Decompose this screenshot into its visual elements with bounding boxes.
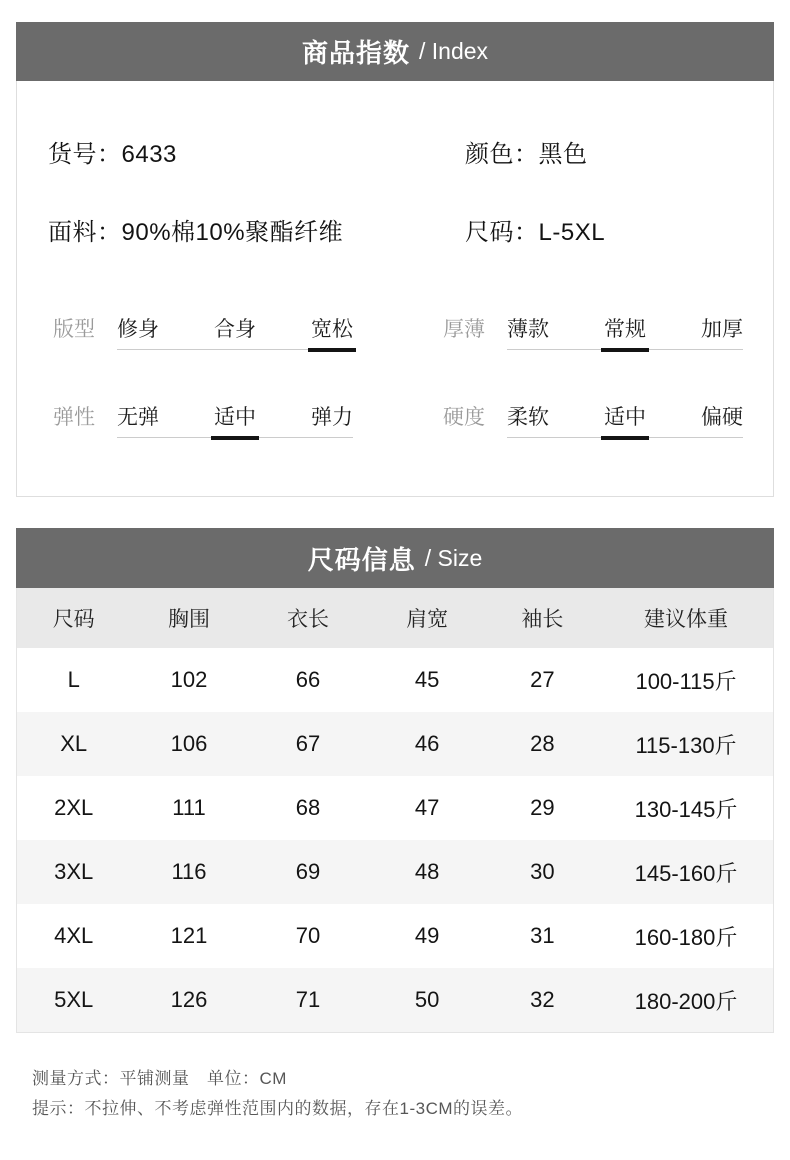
attribute-group	[443, 319, 743, 350]
attribute-option: 偏硬	[701, 406, 743, 429]
attribute-option-selected: 适中	[214, 406, 256, 429]
size-title-en: / Size	[424, 544, 483, 571]
attribute-label: 版型	[53, 318, 95, 341]
attribute-option: 弹力	[311, 406, 353, 429]
table-cell: L	[67, 667, 80, 692]
attribute-options	[117, 407, 353, 438]
table-cell: 29	[530, 795, 555, 820]
table-cell: 180-200斤	[634, 988, 738, 1014]
table-cell: 27	[530, 667, 555, 692]
table-row	[17, 776, 773, 840]
table-cell: 30	[530, 859, 555, 884]
table-cell: 5XL	[54, 987, 94, 1012]
attribute-label: 厚薄	[443, 318, 485, 341]
attribute-option: 柔软	[507, 406, 549, 429]
index-title-zh: 商品指数	[301, 38, 410, 68]
column-header: 衣长	[287, 608, 330, 631]
table-row	[17, 840, 773, 904]
table-cell: 111	[172, 795, 206, 820]
attribute-label: 弹性	[53, 406, 95, 429]
info-item-color	[465, 134, 588, 169]
info-item-fabric	[48, 212, 343, 247]
size-info-panel	[16, 528, 774, 1033]
size-panel-header	[16, 528, 774, 588]
attribute-option-selected: 常规	[604, 318, 646, 341]
table-cell: 45	[414, 667, 440, 692]
attribute-group	[443, 407, 743, 438]
attribute-option: 合身	[214, 318, 256, 341]
table-cell: 4XL	[54, 923, 94, 948]
table-cell: 50	[414, 987, 440, 1012]
table-cell: 48	[414, 859, 440, 884]
measurement-note: 测量方式：平铺测量 单位：CM	[32, 1069, 287, 1088]
attribute-option: 修身	[117, 318, 159, 341]
attribute-options	[117, 319, 353, 350]
column-header: 胸围	[167, 608, 210, 631]
attribute-option: 无弹	[117, 406, 159, 429]
table-cell: XL	[60, 731, 88, 756]
table-cell: 66	[295, 667, 321, 692]
info-label: 颜色：	[465, 141, 539, 168]
table-row	[17, 712, 773, 776]
table-cell: 115-130斤	[635, 732, 737, 758]
info-value: 6433	[121, 141, 177, 168]
index-title-en: / Index	[418, 38, 489, 64]
attribute-options	[507, 319, 743, 350]
table-cell: 102	[170, 667, 208, 692]
attribute-options	[507, 407, 743, 438]
attribute-group	[53, 319, 353, 350]
table-row	[17, 904, 773, 968]
table-cell: 49	[414, 923, 440, 948]
attribute-option-selected: 宽松	[311, 318, 353, 341]
info-value: 黑色	[538, 141, 588, 168]
column-header: 袖长	[521, 608, 564, 631]
size-table-body	[17, 648, 773, 1032]
table-cell: 126	[170, 987, 208, 1012]
table-cell: 121	[170, 923, 208, 948]
column-header: 尺码	[52, 608, 95, 631]
column-header: 建议体重	[644, 608, 729, 631]
table-cell: 145-160斤	[634, 860, 738, 886]
attribute-label: 硬度	[443, 406, 485, 429]
table-cell: 46	[414, 731, 440, 756]
table-cell: 69	[295, 859, 321, 884]
attribute-option: 加厚	[701, 318, 743, 341]
info-item-article-number	[48, 134, 177, 169]
table-row	[17, 648, 773, 712]
table-cell: 2XL	[54, 795, 94, 820]
attribute-group	[53, 407, 353, 438]
attribute-option-selected: 适中	[604, 406, 646, 429]
index-panel-header	[16, 22, 774, 81]
table-cell: 67	[295, 731, 321, 756]
table-cell: 130-145斤	[634, 796, 738, 822]
table-cell: 3XL	[54, 859, 94, 884]
table-cell: 160-180斤	[634, 924, 738, 950]
table-row	[17, 968, 773, 1032]
info-item-size-range	[465, 212, 605, 247]
table-cell: 68	[295, 795, 321, 820]
size-table-header	[17, 588, 773, 648]
attribute-option: 薄款	[507, 318, 549, 341]
table-cell: 116	[171, 859, 207, 884]
column-header: 肩宽	[406, 608, 449, 631]
table-cell: 71	[295, 987, 321, 1012]
table-cell: 70	[295, 923, 321, 948]
tolerance-note: 提示：不拉伸、不考虑弹性范围内的数据，存在1-3CM的误差。	[32, 1099, 524, 1118]
info-label: 货号：	[48, 141, 122, 168]
info-label: 面料：	[48, 219, 122, 246]
table-cell: 32	[530, 987, 555, 1012]
table-cell: 100-115斤	[635, 668, 737, 694]
info-label: 尺码：	[465, 219, 539, 246]
info-value: 90%棉10%聚酯纤维	[121, 219, 344, 246]
table-cell: 106	[170, 731, 208, 756]
table-cell: 31	[530, 923, 555, 948]
table-cell: 47	[414, 795, 440, 820]
product-index-panel	[16, 22, 774, 497]
info-value: L-5XL	[538, 219, 606, 246]
table-cell: 28	[530, 731, 555, 756]
size-title-zh: 尺码信息	[307, 544, 416, 575]
